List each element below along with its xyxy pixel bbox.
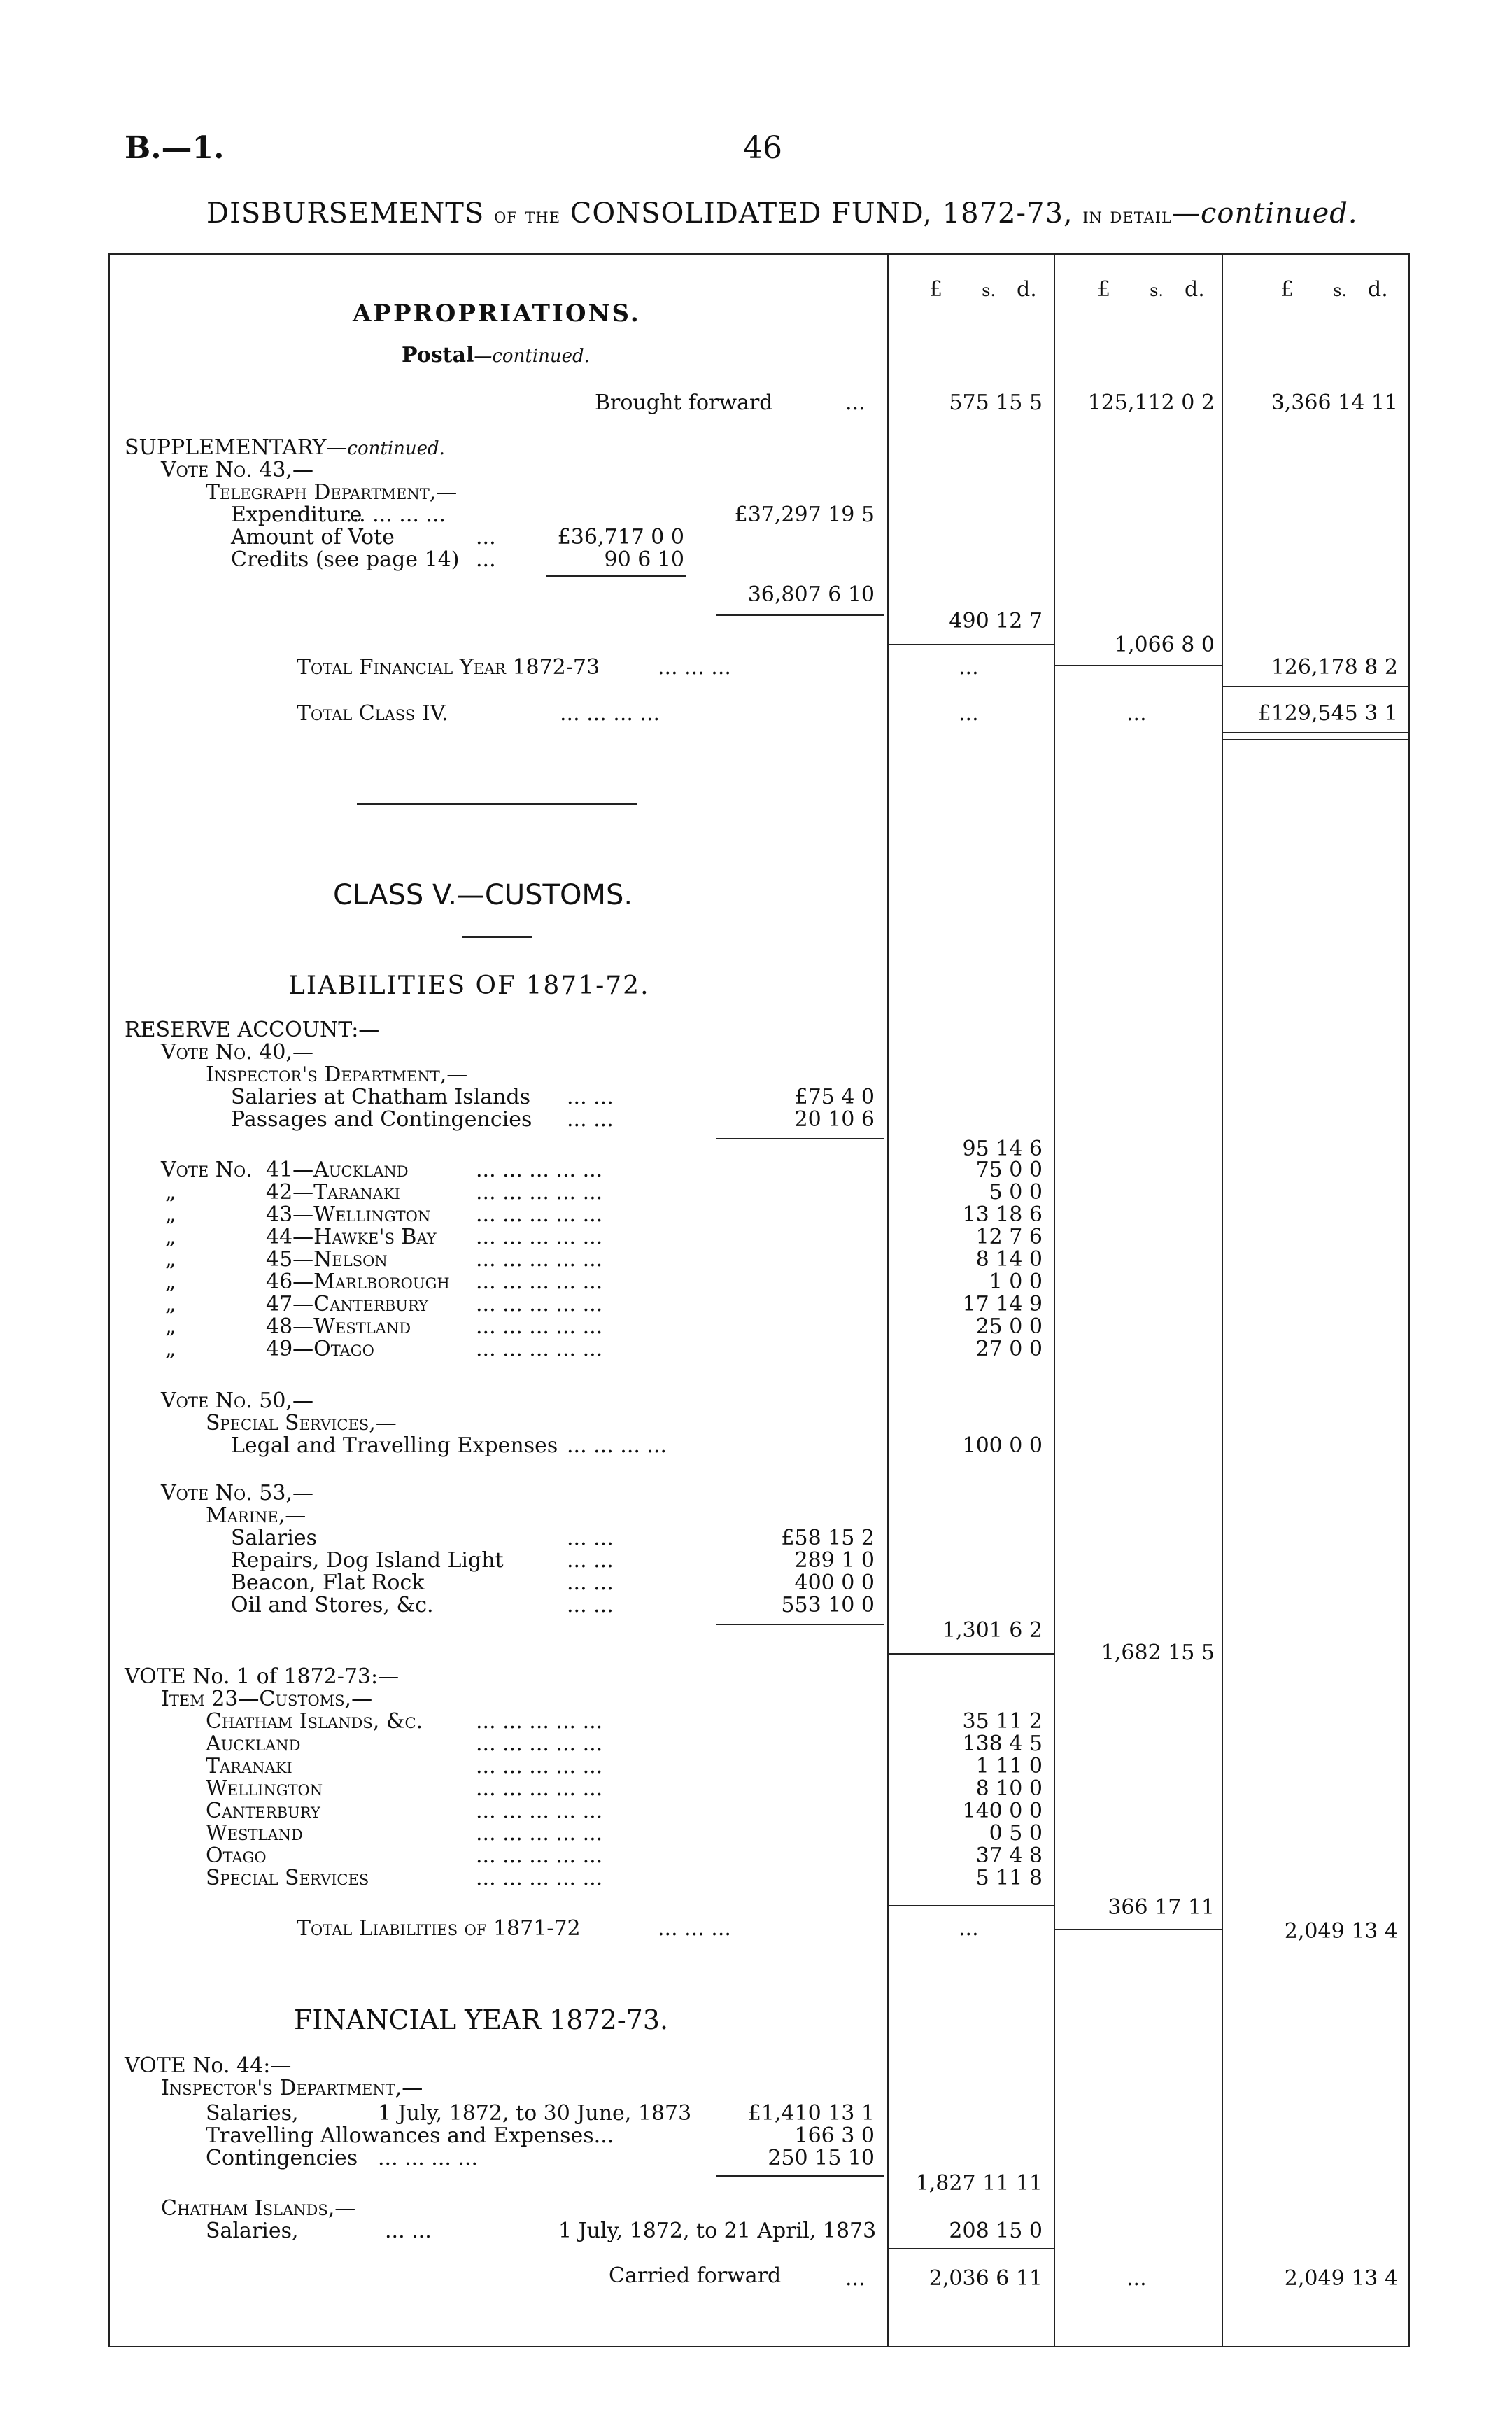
leader-dots: ... ... ... (658, 655, 731, 680)
chatham-period: 1 July, 1872, to 21 April, 1873 (558, 2219, 877, 2243)
leader-dots: ... (476, 525, 496, 549)
amount-of-vote-value: £36,717 0 0 (557, 525, 684, 549)
leader-dots: ... ... ... ... (378, 2146, 479, 2170)
leader-dots: ... ... ... ... ... (476, 1799, 603, 1823)
section-divider (357, 803, 637, 805)
leader-dots: ... ... ... ... ... (476, 1821, 603, 1846)
salaries-chatham-value: £75 4 0 (794, 1085, 875, 1109)
legal-label: Legal and Travelling Expenses (231, 1433, 558, 1458)
rule (887, 644, 1054, 645)
vote-value: 5 0 0 (989, 1180, 1043, 1205)
rule (716, 2175, 884, 2177)
vote-value: 27 0 0 (975, 1337, 1043, 1361)
document-ref: B.—1. (125, 130, 225, 166)
leader-dots: ... ... (567, 1548, 614, 1573)
bf-col1: 575 15 5 (949, 391, 1043, 415)
contingencies-value: 250 15 10 (768, 2146, 875, 2170)
total-liabilities-label: Total Liabilities of 1871-72 (297, 1916, 581, 1941)
bf-col2: 125,112 0 2 (1087, 391, 1215, 415)
reserve-account-label: RESERVE ACCOUNT:— (125, 1018, 380, 1042)
total-fy-label: Total Financial Year 1872-73 (297, 655, 600, 680)
col2-head: £ s. d. (1097, 277, 1205, 302)
liabilities-heading: LIABILITIES OF 1871-72. (288, 971, 650, 1000)
vote-value: 25 0 0 (975, 1314, 1043, 1339)
vote-prefix: „ (165, 1225, 176, 1249)
total-liabilities-value: 2,049 13 4 (1284, 1919, 1398, 1944)
vote-prefix: Vote No. (161, 1158, 253, 1182)
table-left-border (108, 253, 110, 2347)
leader-dots: ... (845, 391, 865, 415)
vote-label: 45—Nelson (266, 1247, 388, 1272)
rule (716, 1624, 884, 1625)
table-bottom-border (108, 2346, 1410, 2347)
inspector-label: Inspector's Department,— (161, 2076, 423, 2100)
bf-col3: 3,366 14 11 (1271, 391, 1398, 415)
leader-dots: ... ... (567, 1526, 614, 1550)
cf-col1: 2,036 6 11 (928, 2266, 1043, 2291)
vote-value: 17 14 9 (962, 1292, 1043, 1316)
table-top-border (108, 253, 1410, 255)
vote-44-label: VOTE No. 44:— (125, 2053, 292, 2078)
marine-item-label: Beacon, Flat Rock (231, 1571, 425, 1595)
class-heading: CLASS V.—CUSTOMS. (333, 879, 633, 911)
travelling-value: 166 3 0 (794, 2123, 875, 2148)
rule (716, 614, 884, 616)
telegraph-label: Telegraph Department,— (206, 480, 458, 505)
rule (546, 575, 686, 577)
marine-item-value: £58 15 2 (781, 1526, 875, 1550)
expenditure-value: £37,297 19 5 (734, 503, 875, 527)
leader-dots: ... ... ... ... ... (476, 1247, 603, 1272)
vote-50-label: Vote No. 50,— (161, 1389, 314, 1413)
leader-dots: ... ... (567, 1571, 614, 1595)
vote-40-label: Vote No. 40,— (161, 1040, 314, 1065)
title-part: —continued. (1171, 197, 1358, 230)
special-services-label: Special Services,— (206, 1411, 397, 1435)
reserve-col2: 1,682 15 5 (1101, 1641, 1215, 1665)
leader-dots: ... ... ... ... ... (476, 1202, 603, 1227)
item23-label: Auckland (206, 1732, 301, 1756)
item23-label: Chatham Islands, &c. (206, 1709, 423, 1734)
item23-value: 8 10 0 (975, 1776, 1043, 1801)
item23-value: 140 0 0 (962, 1799, 1043, 1823)
chatham-salaries-label: Salaries, (206, 2219, 299, 2243)
vote-prefix: „ (165, 1270, 176, 1294)
supplementary-label: SUPPLEMENTARY—continued. (125, 435, 445, 460)
item23-value: 0 5 0 (989, 1821, 1043, 1846)
leader-dots: ... ... (567, 1085, 614, 1109)
marine-label: Marine,— (206, 1503, 306, 1528)
divider (462, 936, 532, 938)
leader-dots: ... ... ... ... (567, 1433, 667, 1458)
col3-border (1222, 253, 1223, 2347)
title-part: in detail (1082, 204, 1172, 228)
marine-item-value: 400 0 0 (794, 1571, 875, 1595)
leader-dots: ... (845, 2266, 865, 2291)
salaries-period: 1 July, 1872, to 30 June, 1873 (378, 2101, 692, 2126)
title-part: DISBURSEMENTS (206, 197, 485, 230)
item23-label: Canterbury (206, 1799, 320, 1823)
marine-item-label: Salaries (231, 1526, 318, 1550)
marine-item-value: 553 10 0 (781, 1593, 875, 1617)
passages-value: 20 10 6 (794, 1107, 875, 1132)
leader-dots: ... (959, 655, 979, 680)
travelling-label: Travelling Allowances and Expenses... (206, 2123, 614, 2148)
rule (1054, 1929, 1222, 1930)
leader-dots: ... ... ... ... (346, 503, 446, 527)
total-fy-value: 126,178 8 2 (1271, 655, 1398, 680)
legal-value: 100 0 0 (962, 1433, 1043, 1458)
marine-col1: 1,301 6 2 (942, 1618, 1043, 1643)
passages-label: Passages and Contingencies (231, 1107, 532, 1132)
chatham-islands-label: Chatham Islands,— (161, 2196, 356, 2221)
col1-subtotal: 490 12 7 (949, 609, 1043, 633)
vote-prefix: „ (165, 1202, 176, 1227)
item23-value: 1 11 0 (975, 1754, 1043, 1778)
rule (887, 2248, 1054, 2249)
vote-value: 1 0 0 (989, 1270, 1043, 1294)
leader-dots: ... (1126, 2266, 1147, 2291)
title-part: CONSOLIDATED FUND, 1872-73, (570, 197, 1073, 230)
col3-head: £ s. d. (1280, 277, 1388, 302)
vote-value: 12 7 6 (975, 1225, 1043, 1249)
leader-dots: ... ... ... ... ... (476, 1180, 603, 1205)
vote-prefix: „ (165, 1314, 176, 1339)
credits-value: 90 6 10 (604, 547, 684, 572)
page-number: 46 (743, 130, 782, 166)
marine-item-label: Oil and Stores, &c. (231, 1593, 434, 1617)
item23-label: Otago (206, 1843, 267, 1868)
vote-label: 47—Canterbury (266, 1292, 428, 1316)
leader-dots: ... (959, 701, 979, 726)
table-right-border (1408, 253, 1410, 2347)
expenditure-label: Expenditure (231, 503, 362, 527)
vote-label: 42—Taranaki (266, 1180, 400, 1205)
financial-year-heading: FINANCIAL YEAR 1872-73. (294, 2004, 669, 2035)
vote-prefix: „ (165, 1292, 176, 1316)
rule (1222, 686, 1409, 687)
vote-label: 48—Westland (266, 1314, 411, 1339)
page-title (206, 197, 1358, 230)
vote-label: 44—Hawke's Bay (266, 1225, 437, 1249)
item-23-label: Item 23—Customs,— (161, 1687, 373, 1711)
leader-dots: ... ... ... ... ... (476, 1337, 603, 1361)
item23-label: Taranaki (206, 1754, 292, 1778)
sub-heading: Postal—continued. (402, 343, 590, 367)
item23-value: 5 11 8 (975, 1866, 1043, 1890)
item23-value: 37 4 8 (975, 1843, 1043, 1868)
leader-dots: ... ... ... ... ... (476, 1732, 603, 1756)
item23-col2: 366 17 11 (1108, 1895, 1215, 1920)
leader-dots: ... ... ... (658, 1916, 731, 1941)
item23-label: Special Services (206, 1866, 369, 1890)
item23-value: 35 11 2 (962, 1709, 1043, 1734)
leader-dots: ... ... ... ... ... (476, 1709, 603, 1734)
salaries-chatham-label: Salaries at Chatham Islands (231, 1085, 531, 1109)
vote-value: 8 14 0 (975, 1247, 1043, 1272)
marine-item-label: Repairs, Dog Island Light (231, 1548, 504, 1573)
vote-label: 46—Marlborough (266, 1270, 450, 1294)
leader-dots: ... ... ... ... ... (476, 1225, 603, 1249)
leader-dots: ... (959, 1916, 979, 1941)
leader-dots: ... ... ... ... (560, 701, 660, 726)
leader-dots: ... ... ... ... ... (476, 1754, 603, 1778)
section-heading: APPROPRIATIONS. (353, 300, 641, 328)
leader-dots: ... ... (567, 1107, 614, 1132)
leader-dots: ... ... ... ... ... (476, 1270, 603, 1294)
vote-prefix: „ (165, 1247, 176, 1272)
leader-dots: ... ... ... ... ... (476, 1158, 603, 1182)
marine-item-value: 289 1 0 (794, 1548, 875, 1573)
fy-subtotal: 1,827 11 11 (915, 2171, 1043, 2196)
vote-value: 13 18 6 (962, 1202, 1043, 1227)
vote-label: 43—Wellington (266, 1202, 431, 1227)
credits-label: Credits (see page 14) (231, 547, 460, 572)
rule (1222, 739, 1409, 740)
total-class-label: Total Class IV. (297, 701, 448, 726)
rule (887, 1653, 1054, 1655)
vote-prefix: „ (165, 1180, 176, 1205)
rule (887, 1905, 1054, 1906)
col2-subtotal: 1,066 8 0 (1114, 633, 1215, 657)
cf-col3: 2,049 13 4 (1284, 2266, 1398, 2291)
vote-label: 49—Otago (266, 1337, 374, 1361)
total-class-value: £129,545 3 1 (1257, 701, 1398, 726)
salaries-value: £1,410 13 1 (747, 2101, 875, 2126)
leader-dots: ... ... ... ... ... (476, 1292, 603, 1316)
vote-53-label: Vote No. 53,— (161, 1481, 314, 1505)
vote-sum-value: 36,807 6 10 (747, 582, 875, 607)
leader-dots: ... ... ... ... ... (476, 1843, 603, 1868)
leader-dots: ... ... (385, 2219, 432, 2243)
vote-value: 75 0 0 (975, 1158, 1043, 1182)
col2-border (1054, 253, 1055, 2347)
leader-dots: ... (1126, 701, 1147, 726)
salaries-label: Salaries, (206, 2101, 299, 2126)
leader-dots: ... (476, 547, 496, 572)
item23-label: Wellington (206, 1776, 323, 1801)
amount-of-vote-label: Amount of Vote (231, 525, 395, 549)
leader-dots: ... ... ... ... ... (476, 1776, 603, 1801)
contingencies-label: Contingencies (206, 2146, 358, 2170)
item23-value: 138 4 5 (962, 1732, 1043, 1756)
vote-label: 41—Auckland (266, 1158, 409, 1182)
rule (716, 1138, 884, 1139)
item23-label: Westland (206, 1821, 303, 1846)
carried-forward-label: Carried forward (609, 2263, 782, 2288)
chatham-value: 208 15 0 (949, 2219, 1043, 2243)
vote-prefix: „ (165, 1337, 176, 1361)
rule (1054, 665, 1222, 666)
rule (1222, 732, 1409, 733)
leader-dots: ... ... ... ... ... (476, 1866, 603, 1890)
title-part: of the (494, 204, 561, 228)
inspector-label: Inspector's Department,— (206, 1062, 468, 1087)
vote40-col1: 95 14 6 (962, 1137, 1043, 1161)
vote-43-label: Vote No. 43,— (161, 458, 314, 482)
vote-1-label: VOTE No. 1 of 1872-73:— (125, 1664, 400, 1689)
brought-forward-label: Brought forward (595, 391, 773, 415)
col1-head: £ s. d. (929, 277, 1037, 302)
leader-dots: ... ... ... ... ... (476, 1314, 603, 1339)
leader-dots: ... ... (567, 1593, 614, 1617)
